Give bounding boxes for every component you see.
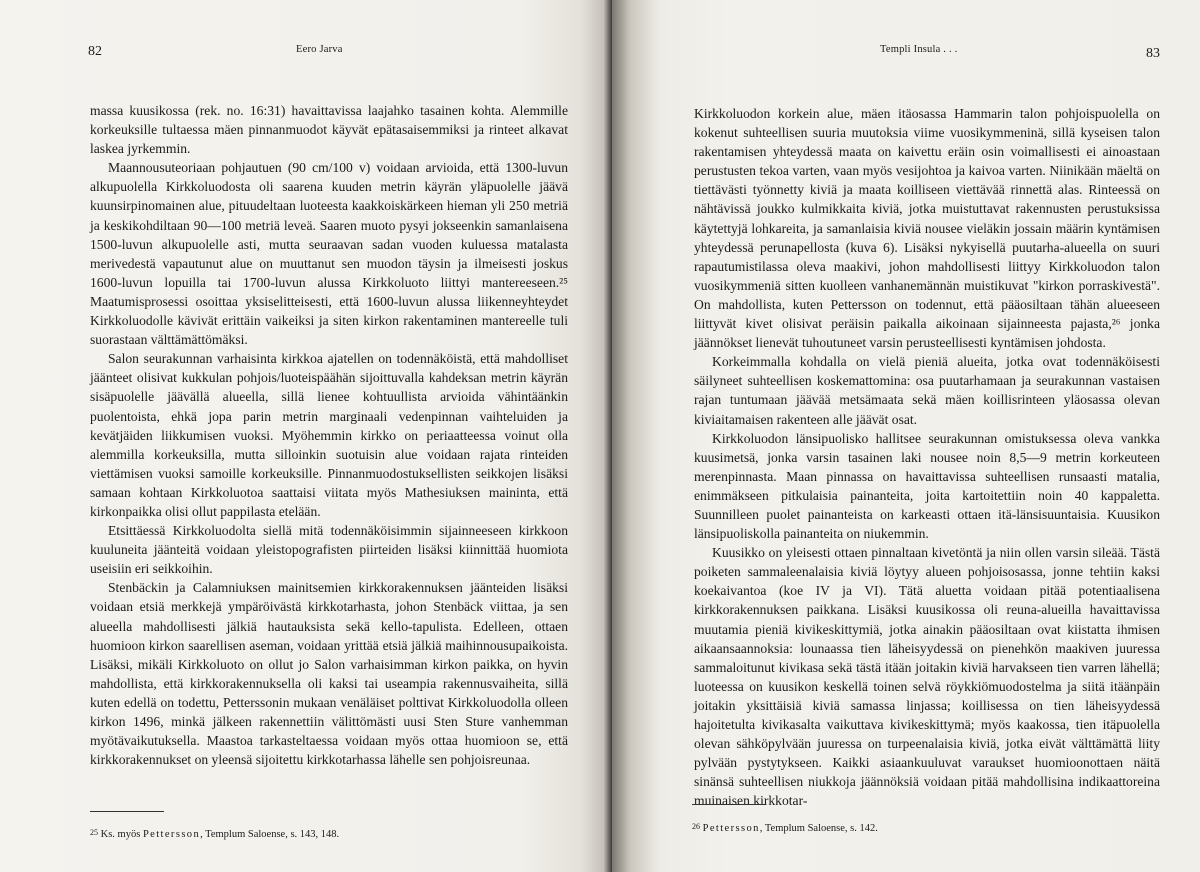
body-text [694,104,1160,810]
paragraph: Stenbäckin ja Calamniuksen mainitsemien kirkkorakennuksen jäänteiden lisäksi voidaan etsiä merkkejä ympäröivästä kirkkotarhasta, johon Stenbäck viittaa, ja sen alueella mahdollisesti jälkiä hautauksista sekä kello-tapulista. Edelleen, ottaen huomioon kirkon saarellisen aseman, voidaan yrittää etsiä jälkiä maihinnousupaikoista. Lisäksi, mikäli Kirkkoluoto on ollut jo Salon varhaisimman kirkon paikka, on hyvin mahdollista, että kirkkorakennuksella oli kaksi tai useampia rakennusvaiheita, sillä kuten edellä on todettu, Petterssonin mukaan venäläiset polttivat Kirkkoluodolla olleen kirkon 1496, minkä jälkeen rakennettiin välittömästi uusi Sten Sture vanhemman myötävaikutuksella. Maastoa tarkasteltaessa voidaan myös ottaa huomioon se, että kirkkorakennukset on yleensä sijoitettu kirkkotarhassa lähelle sen pohjoisreunaa. [90,580,568,768]
page-number: 83 [1146,46,1160,61]
footnote-author: Pettersson [702,823,760,834]
running-head: Eero Jarva [296,44,343,55]
body-text [90,101,568,769]
footnote-rule [692,804,766,805]
footnote-source: , Templum Saloense, s. 143, 148. [200,829,340,840]
page-number: 82 [88,44,102,59]
paragraph: massa kuusikossa (rek. no. 16:31) havaittavissa laajahko tasainen kohta. Alemmille korkeuksille tultaessa mäen pinnanmuodot käyvät epätasaisemmiksi ja rinteet alkavat laskea jyrkemmin. [90,103,568,157]
paragraph: Kuusikko on yleisesti ottaen pinnaltaan kivetöntä ja niin ollen varsin sileää. Tästä poiketen sammaleenalaisia kiviä löytyy alueen pohjoisosassa, jonne tehtiin kaksi koekaivantoa (koe IV ja VI). Tätä aluetta voidaan pitää potentiaalisena kirkkorakennuksen paikkana. Lisäksi kuusikossa oli reuna-alueilla havaittavissa muutamia pieniä kivikeskittymiä, jotka ainakin pääosiltaan ovat kiistatta ihmisen aikaansaannoksia: lounaassa tien läheisyydessä on pienehkön maakiven juuressa sammaloitunut kivikasa sekä tästä itään joitakin kiviä harvakseen tien varren lähellä; luoteessa on kuusikon keskellä toinen selvä röykkiömuodostelma ja siitä itäänpäin joitakin yksittäisiä kiviä samassa linjassa; koillisessa on tien läheisyydessä hajoitetulta kivikasalta vaikuttava kivikeskittymä; myös kaakossa, tien itäpuolella olevan sähköpylvään juuressa on turpeenalaisia kiviä, jotka eivät välttämättä liity pylvään pystytykseen. Kaikki asiaankuuluvat varaukset huomioonottaen näitä sinänsä suhteellisen niukkoja jäännöksiä voidaan pitää mahdollisina indikaattoreina muinaisen kirkkotar- [694,545,1160,809]
paragraph: Maannousuteoriaan pohjautuen (90 cm/100 v) voidaan arvioida, että 1300-luvun alkupuolella Kirkkoluodosta oli saarena kuuden metrin käyrän yläpuolelle jäävä kuunsirpinomainen alue, pituudeltaan luoteesta kaakkoiskärkeen hieman yli 250 metriä ja keskikohdiltaan 90—100 metriä leveä. Saaren muoto pysyi jokseenkin samanlaisena 1500-luvun alkupuolelle asti, mutta seuraavan sadan vuoden kuluessa matalasta merivedestä vapautunut alue on muuttanut sen muodon täysin ja ilmeisesti joskus 1600-luvun lopuilla tai 1700-luvun alussa Kirkkoluoto liittyi mantereeseen.²⁵ Maatumisprosessi osoittaa yksiselitteisesti, että 1600-luvun alussa liikenneyhteydet Kirkkoluodolle kävivät erittäin vaikeiksi ja siten kirkon rakentaminen mantereelle tuli suorastaan välttämättömäksi. [90,160,568,348]
paragraph: Kirkkoluodon korkein alue, mäen itäosassa Hammarin talon pohjoispuolella on kokenut suhteellisen suuria muutoksia viime vuosikymmeninä, sillä kyseisen talon rakentamisen yhteydessä maata on kaivettu eräin osin voimallisesti ei ainoastaan perustusten tekoa varten, vaan myös vesijohtoa ja kaivoa varten. Niinikään mäeltä on tiettävästi työnnetty kiviä ja maata koilliseen viettävää rinnettä alas. Rinteessä on nähtävissä joukko kulmikkaita kiviä, jotka muistuttavat rakennusten perustuksissa käytettyjä lohkareita, ja samanlaisia kiviä nousee vieläkin jossain määrin kyntämisen yhteydessä perunapellosta (kuva 6). Lisäksi nykyisellä puutarha-alueella on suuri rapautumistilassa oleva maakivi, johon mahdollisesti liittyy Kirkkoluodon talon vuosikymmeniä sitten kuolleen vanhanemännän muistikuvat "kirkon porraskivestä". On mahdollista, kuten Pettersson on todennut, että pääosiltaan tähän alueeseen liittyvät kivet olisivat peräisin paikalla aikoinaan sijainneesta pajasta,²⁶ jonka jäännökset lienevät tuhoutuneet varsin perusteellisesti kyntämisen johdosta. [694,106,1160,351]
footnote [692,822,878,834]
footnote-author: Pettersson [142,829,201,840]
paragraph: Etsittäessä Kirkkoluodolta siellä mitä todennäköisimmin sijainneeseen kirkkoon kuuluneita jäänteitä voidaan yleistopografisten piirteiden lisäksi kiinnittää huomiota useisiin eri seikkoihin. [90,523,568,577]
paragraph: Kirkkoluodon länsipuolisko hallitsee seurakunnan omistuksessa oleva vankka kuusimetsä, jonka varsin tasainen laki nousee noin 8,5—9 metrin korkeuteen merenpinnasta. Maan pinnassa on havaittavissa suhteellisen runsaasti matalia, enimmäkseen pitkulaisia painanteita, joita kartoitettiin noin 40 kappaletta. Suunnilleen puolet painanteista on karkeasti ottaen itä-länsisuuntaisia. Kuusikon länsipuoliskolla painanteita on niukemmin. [694,430,1160,542]
footnote-mark: 26 [692,822,700,831]
footnote-rule [90,811,164,812]
footnote-prefix: Ks. myös [100,829,141,840]
paragraph: Korkeimmalla kohdalla on vielä pieniä alueita, jotka ovat todennäköisesti säilyneet suhteellisen koskemattomina: osa puutarhamaan ja seurakunnan vastaisen rajan tuntumaan jäävää metsämaata sekä mäen koillisrinteen yläosassa olevan kiviaitamaisen rakenteen alle jäävät osat. [694,354,1160,427]
right-page [612,0,1200,872]
footnote-mark: 25 [90,828,98,837]
footnote [90,828,339,840]
footnote-source: , Templum Saloense, s. 142. [759,823,878,834]
running-head: Templi Insula . . . [880,44,958,55]
paragraph: Salon seurakunnan varhaisinta kirkkoa ajatellen on todennäköistä, että mahdolliset jäänteet olisivat kukkulan pohjois/luoteispäähän sijoittuvalla kahdeksan metrin käyrän sisäpuolelle jäävällä alueella, sillä lienee kohtuullista arvioida vähintäänkin puolentoista, ehkä jopa parin metrin marginaali vedenpinnan vaihteluiden ja kevätjäiden liikkumisen vuoksi. Myöhemmin kirkko on periaatteessa voinut olla alemmilla korkeuksilla, mutta silloinkin suotuisin alue voidaan rajata rinteiden viettämisen vuoksi samoille korkeuksille. Pinnanmuodostuksellisten seikkojen lisäksi samaan kohtaan Kirkkoluotoa saattaisi viitata myös Mathesiuksen maininta, että kirkonpaikka olisi ollut pappilasta etelään. [90,351,568,519]
